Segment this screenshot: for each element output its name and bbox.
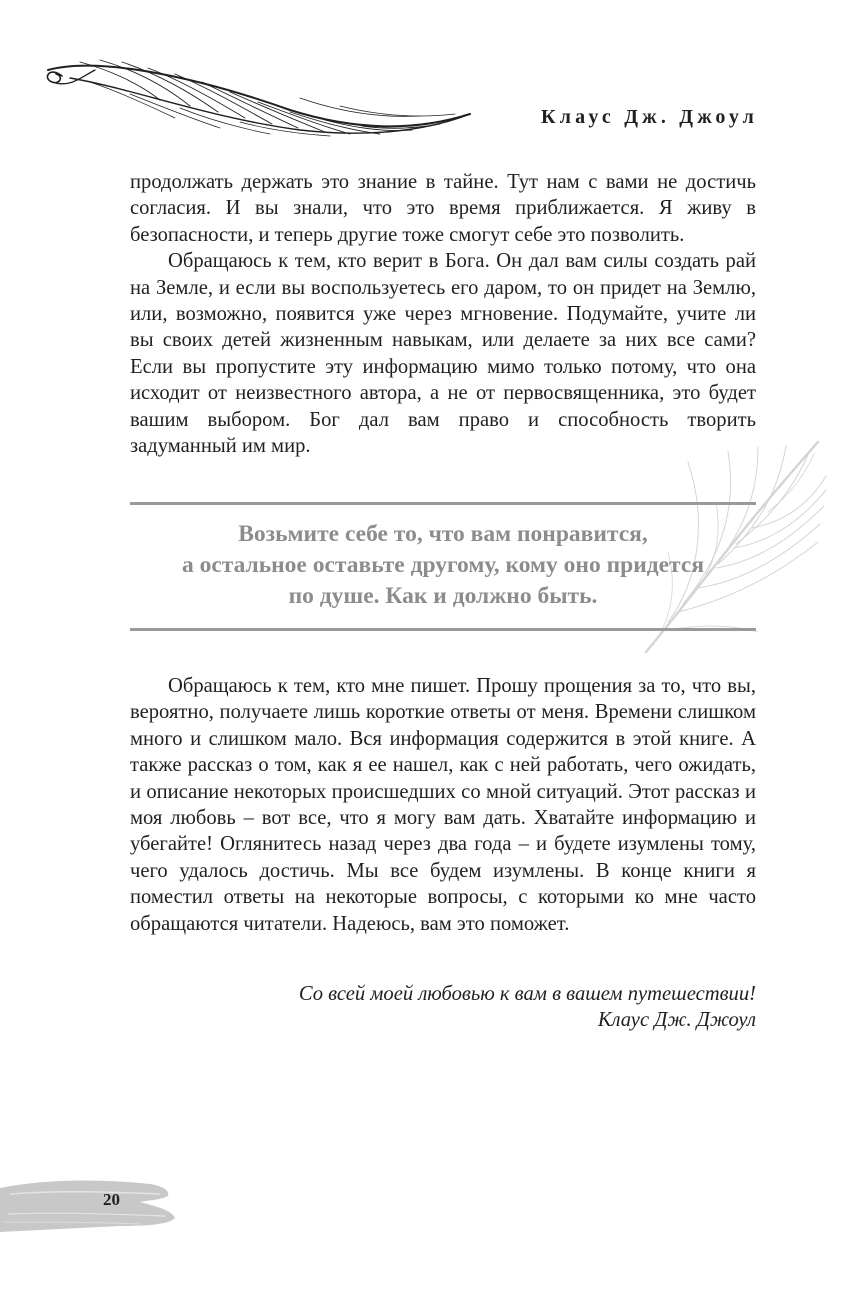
brush-stroke-icon	[0, 1170, 180, 1242]
pull-quote-line: по душе. Как и должно быть.	[288, 583, 598, 609]
running-header-title: Клаус Дж. Джоул	[541, 106, 758, 128]
paragraph: Обращаюсь к тем, кто верит в Бога. Он дал вам силы создать рай на Земле, и если вы воспользуетесь его даром, то он придет на Землю, или, возможно, появится уже через мгновение. Подумайте, учите ли вы своих детей жизненным навыкам, или делаете за них все сами? Если вы пропустите эту информацию мимо только потому, что она исходит от неизвестного автора, а не от первосвященника, это будет вашим выбором. Бог дал вам право и способность творить задуманный им мир.	[130, 250, 756, 458]
body-text-after-quote	[130, 673, 756, 937]
feather-ornament-icon	[40, 48, 480, 143]
pull-quote-line: Возьмите себе то, что вам понравится,	[238, 521, 648, 547]
pull-quote-line: а остальное оставьте другому, кому оно придется	[181, 552, 705, 578]
paragraph: продолжать держать это знание в тайне. Тут нам с вами не достичь согласия. И вы знали, что это время приближается. Я живу в безопасности, и теперь другие тоже смогут себе это позволить.	[130, 171, 756, 246]
page-number: 20	[103, 1190, 120, 1209]
signoff-line: Со всей моей любовью к вам в вашем путешествии!	[298, 983, 756, 1005]
body-text-before-quote	[130, 169, 756, 459]
quote-bottom-rule	[130, 628, 756, 631]
quote-top-rule	[130, 502, 756, 505]
paragraph: Обращаюсь к тем, кто мне пишет. Прошу прощения за то, что вы, вероятно, получаете лишь короткие ответы от меня. Времени слишком много и слишком мало. Вся информация содержится в этой книге. А также рассказ о том, как я ее нашел, как с ней работать, чего ожидать, и описание некоторых происшедших со мной ситуаций. Этот рассказ и моя любовь – вот все, что я могу вам дать. Хватайте информацию и убегайте! Оглянитесь назад через два года – и будете изумлены тому, чего удалось достичь. Мы все будем изумлены. В конце книги я поместил ответы на некоторые вопросы, с которыми ко мне часто обращаются читатели. Надеюсь, вам это поможет.	[130, 675, 756, 935]
signoff	[299, 981, 756, 1034]
pull-quote	[130, 519, 756, 612]
signoff-author: Клаус Дж. Джоул	[597, 1009, 756, 1032]
